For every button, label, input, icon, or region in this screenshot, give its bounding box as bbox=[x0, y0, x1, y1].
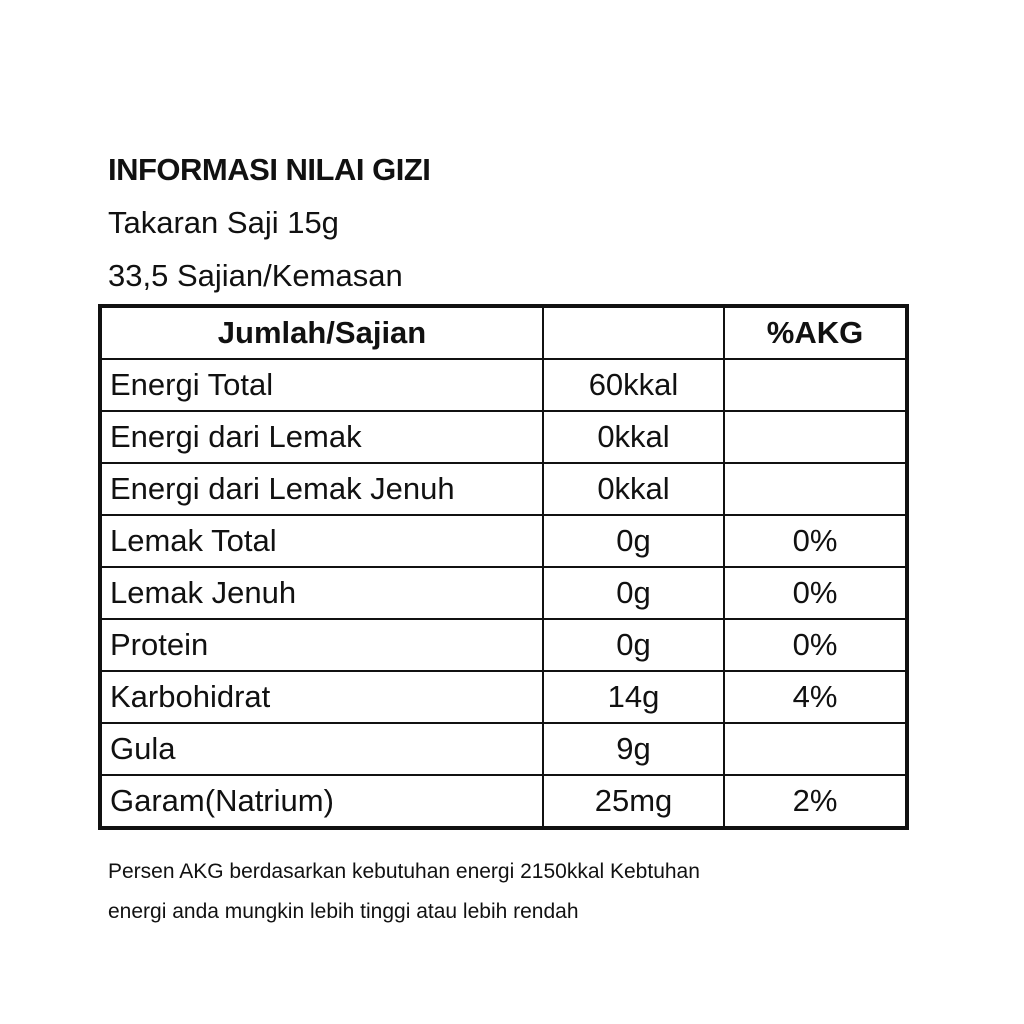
footnote-line: Persen AKG berdasarkan kebutuhan energi 2150kkal Kebtuhan bbox=[108, 860, 700, 883]
akg-footnote bbox=[108, 852, 908, 932]
table-row bbox=[100, 515, 907, 567]
nutrient-name: Karbohidrat bbox=[100, 671, 543, 723]
table-row bbox=[100, 411, 907, 463]
table-row bbox=[100, 619, 907, 671]
nutrient-akg: 0% bbox=[724, 515, 907, 567]
nutrient-name: Lemak Total bbox=[100, 515, 543, 567]
nutrient-akg: 4% bbox=[724, 671, 907, 723]
table-row bbox=[100, 463, 907, 515]
nutrient-akg: 0% bbox=[724, 619, 907, 671]
table-row bbox=[100, 671, 907, 723]
label-title: INFORMASI NILAI GIZI bbox=[108, 152, 431, 187]
nutrient-amount: 0g bbox=[543, 619, 724, 671]
nutrient-amount: 14g bbox=[543, 671, 724, 723]
footnote-line: energi anda mungkin lebih tinggi atau lebih rendah bbox=[108, 900, 579, 923]
nutrient-akg bbox=[724, 359, 907, 411]
nutrient-amount: 0kkal bbox=[543, 411, 724, 463]
nutrient-amount: 25mg bbox=[543, 775, 724, 828]
table-row bbox=[100, 359, 907, 411]
table-row bbox=[100, 567, 907, 619]
nutrient-name: Lemak Jenuh bbox=[100, 567, 543, 619]
nutrient-akg bbox=[724, 411, 907, 463]
header-amount bbox=[543, 306, 724, 359]
nutrient-name: Energi dari Lemak Jenuh bbox=[100, 463, 543, 515]
nutrient-amount: 0kkal bbox=[543, 463, 724, 515]
nutrition-table bbox=[98, 304, 909, 830]
nutrient-name: Energi dari Lemak bbox=[100, 411, 543, 463]
serving-size: Takaran Saji 15g bbox=[108, 205, 339, 240]
nutrient-akg bbox=[724, 463, 907, 515]
nutrient-name: Protein bbox=[100, 619, 543, 671]
nutrient-akg: 2% bbox=[724, 775, 907, 828]
nutrient-akg: 0% bbox=[724, 567, 907, 619]
nutrient-amount: 60kkal bbox=[543, 359, 724, 411]
nutrient-akg bbox=[724, 723, 907, 775]
table-row bbox=[100, 775, 907, 828]
servings-per-pack: 33,5 Sajian/Kemasan bbox=[108, 258, 403, 293]
nutrient-amount: 0g bbox=[543, 567, 724, 619]
nutrient-amount: 0g bbox=[543, 515, 724, 567]
nutrient-name: Gula bbox=[100, 723, 543, 775]
header-amount-per-serving: Jumlah/Sajian bbox=[100, 306, 543, 359]
nutrient-amount: 9g bbox=[543, 723, 724, 775]
nutrient-name: Energi Total bbox=[100, 359, 543, 411]
nutrient-name: Garam(Natrium) bbox=[100, 775, 543, 828]
header-akg: %AKG bbox=[724, 306, 907, 359]
table-row bbox=[100, 723, 907, 775]
table-header-row bbox=[100, 306, 907, 359]
